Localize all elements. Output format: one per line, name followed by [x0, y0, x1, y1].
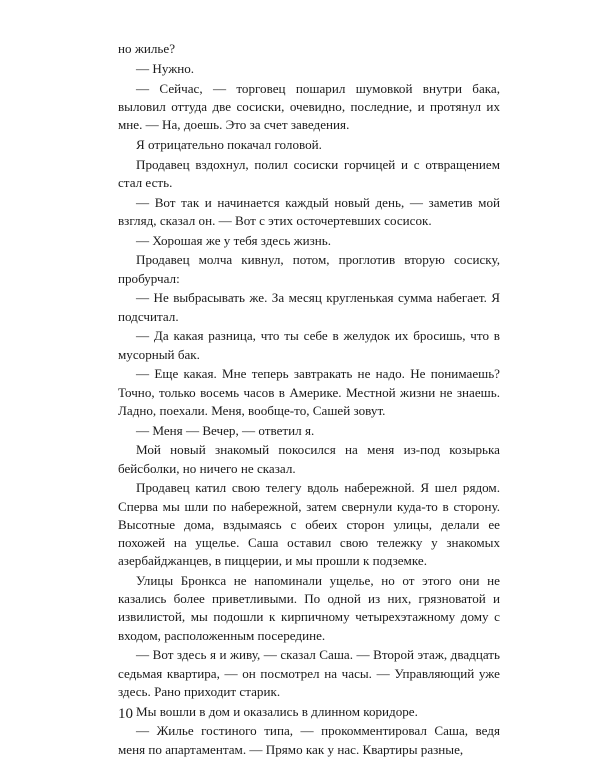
paragraph: Мой новый знакомый покосился на меня из-под козырька бейсболки, но ничего не сказал.: [118, 442, 500, 476]
paragraph: — Жилье гостиного типа, — прокомментировал Саша, ведя меня по апартаментам. — Прямо как у нас. Квартиры разные,: [118, 723, 500, 757]
paragraph: но жилье?: [118, 41, 176, 56]
paragraph: — Вот здесь я и живу, — сказал Саша. — Второй этаж, двадцать седьмая квартира, — он посмотрел на часы. — Управляющий уже здесь. Рано приходит старик.: [118, 647, 500, 699]
page-number: 10: [118, 706, 133, 722]
paragraph: Продавец молча кивнул, потом, проглотив вторую сосиску, пробурчал:: [118, 252, 500, 286]
paragraph: — Да какая разница, что ты себе в желудок их бросишь, что в мусорный бак.: [118, 328, 500, 362]
paragraph: — Еще какая. Мне теперь завтракать не надо. Не понимаешь? Точно, только восемь часов в Америке. Местной жизни не знаешь. Ладно, поехали. Меня, вообще-то, Сашей зовут.: [118, 366, 500, 418]
paragraph: — Хорошая же у тебя здесь жизнь.: [136, 232, 332, 248]
paragraph: Продавец катил свою телегу вдоль набережной. Я шел рядом. Сперва мы шли по набережной, затем свернули куда-то в сторону. Высотные дома, вздымаясь с обеих сторон улицы, делали ее похожей на ущелье. Саша оставил свою тележку у знакомых азербайджанцев, в пиццерии, и мы прошли к подземке.: [118, 480, 500, 569]
paragraph: Улицы Бронкса не напоминали ущелье, но от этого они не казались более приветливыми. По одной из них, грязноватой и извилистой, мы подошли к кирпичному четырехэтажному дому с входом, расположенным посередине.: [118, 573, 500, 643]
paragraph: Продавец вздохнул, полил сосиски горчицей и с отвращением стал есть.: [118, 156, 500, 190]
paragraph: — Вот так и начинается каждый новый день, — заметив мой взгляд, сказал он. — Вот с этих осточертевших сосисок.: [118, 194, 500, 228]
body-text: [118, 40, 500, 760]
paragraph: Я отрицательно покачал головой.: [136, 136, 322, 152]
paragraph: — Не выбрасывать же. За месяц кругленькая сумма набегает. Я подсчитал.: [118, 290, 500, 324]
paragraph: Мы вошли в дом и оказались в длинном коридоре.: [136, 703, 418, 719]
paragraph: — Меня — Вечер, — ответил я.: [136, 422, 315, 438]
paragraph: — Нужно.: [136, 60, 195, 76]
paragraph: — Сейчас, — торговец пошарил шумовкой внутри бака, выловил оттуда две сосиски, очевидно, последние, и протянул их мне. — На, доешь. Это за счет заведения.: [118, 80, 500, 132]
